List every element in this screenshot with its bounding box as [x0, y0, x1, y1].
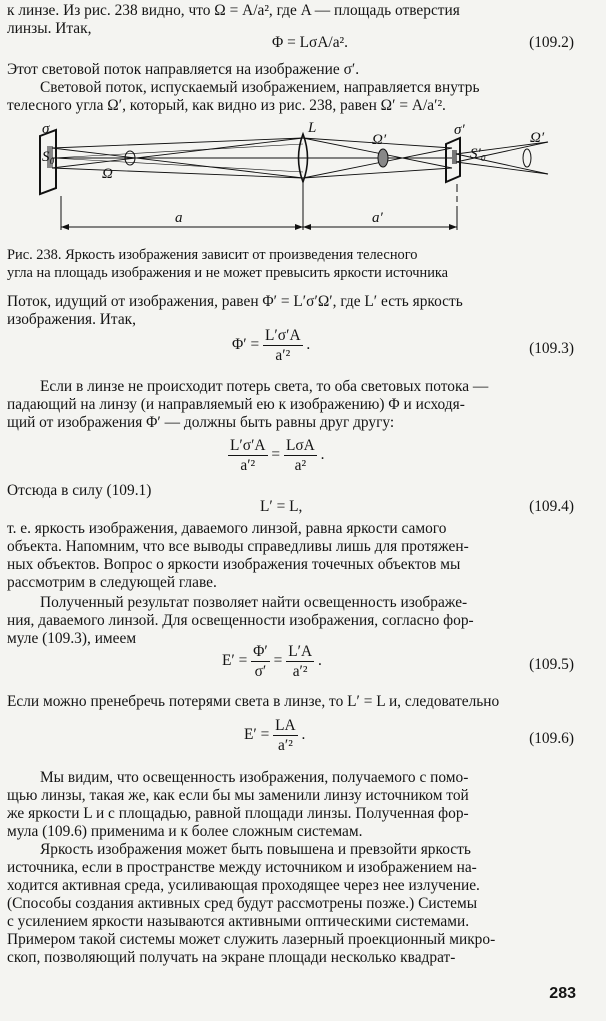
eq-numerator: LA: [275, 717, 296, 734]
label-s0-prime: S′₀: [470, 146, 486, 162]
eq-lhs: E′ =: [244, 726, 270, 744]
figure-caption: Рис. 238. Яркость изображения зависит от произведения телесного: [7, 247, 418, 263]
text-line: щью линзы, такая же, как если бы мы заменили линзу источником той: [7, 787, 469, 804]
equation-number: (109.5): [529, 656, 574, 673]
eq-denominator: a²: [294, 457, 307, 474]
text-line: источника, если в пространстве между источником и изображением на-: [7, 859, 477, 876]
label-a-prime: a′: [372, 210, 383, 226]
text-line: щий от изображения Φ′ — должны быть равны друг другу:: [7, 414, 395, 431]
text-line: падающий на линзу (и направляемый ею к изображению) Φ и исходя-: [7, 396, 465, 413]
eq-denominator: a′²: [292, 663, 308, 680]
eq-lhs: Φ′ =: [232, 336, 260, 354]
eq-tail: .: [306, 336, 311, 354]
eq-fraction: [273, 716, 298, 755]
text-line: Мы видим, что освещенность изображения, получаемого с помо-: [40, 769, 469, 786]
label-sigma: σ: [42, 121, 50, 137]
label-a: a: [175, 210, 183, 226]
label-omega: Ω: [102, 166, 113, 182]
text-line: линзы. Итак,: [7, 20, 92, 37]
page-number: 283: [549, 985, 576, 1002]
figure-caption: угла на площадь изображения и не может превысить яркости источника: [7, 265, 449, 281]
eq-denominator: a′²: [240, 457, 256, 474]
eq-equals: =: [273, 652, 283, 670]
eq-tail: .: [320, 446, 325, 464]
eq-numerator: L′σ′A: [230, 437, 266, 454]
eq-numerator: LσA: [285, 437, 315, 454]
text-line: муле (109.3), имеем: [7, 630, 137, 647]
eq-fraction: [286, 642, 314, 681]
text-line: Если можно пренебречь потерями света в линзе, то L′ = L и, следовательно: [7, 693, 500, 710]
text-line: с усилением яркости называются активными оптическими системами.: [7, 913, 470, 930]
figure-238-diagram: [0, 118, 606, 236]
text-line: телесного угла Ω′, который, как видно из рис. 238, равен Ω′ = A/a′².: [7, 97, 446, 114]
eq-denominator: a′²: [278, 737, 293, 754]
eq-denominator: σ′: [254, 663, 267, 680]
text-line: Световой поток, испускаемый изображением, направляется внутрь: [40, 79, 480, 96]
equation-number: (109.6): [529, 730, 574, 747]
eq-fraction: [284, 436, 317, 475]
text-line: изображения. Итак,: [7, 311, 136, 328]
eq-equals: =: [271, 446, 281, 464]
text-line: Этот световой поток направляется на изображение σ′.: [7, 61, 360, 78]
eq-numerator: L′σ′A: [265, 327, 301, 344]
eq-lhs: E′ =: [222, 652, 248, 670]
text-line: скоп, позволяющий получать на экране площади несколько квадрат-: [7, 949, 456, 966]
text-line: Отсюда в силу (109.1): [7, 482, 152, 499]
eq-fraction: [263, 326, 303, 365]
text-line: рассмотрим в следующей главе.: [7, 574, 217, 591]
text-line: Поток, идущий от изображения, равен Φ′ = L′σ′Ω′, где L′ есть яркость: [7, 293, 463, 310]
text-line: (Способы создания активных сред будут рассмотрены позже.) Системы: [7, 895, 478, 912]
text-line: т. е. яркость изображения, даваемого линзой, равна яркости самого: [7, 520, 447, 537]
eq-denominator: a′²: [275, 347, 291, 364]
equation-109-6: [244, 716, 305, 755]
text-line: объекта. Напомним, что все выводы справедливы лишь для протяжен-: [7, 538, 469, 555]
eq-fraction: [228, 436, 268, 475]
equation-flux-equality: [228, 436, 324, 475]
text-line: ния, даваемого линзой. Для освещенности изображения, согласно фор-: [7, 612, 474, 629]
equation-number: (109.2): [529, 34, 574, 51]
label-s0: S₀: [42, 149, 55, 165]
text-line: ходится активная среда, усиливающая проходящее через нее излучение.: [7, 877, 480, 894]
equation-number: (109.4): [529, 498, 574, 515]
label-lens: L: [308, 120, 317, 136]
label-omega-prime-right: Ω′: [530, 130, 545, 146]
text-line: Полученный результат позволяет найти освещенность изображе-: [40, 594, 468, 611]
eq-numerator: Φ′: [253, 643, 268, 660]
label-omega-prime-mid: Ω′: [372, 132, 387, 148]
text-line: же яркости L и с площадью, равной площади линзы. Полученная фор-: [7, 805, 469, 822]
label-sigma-prime: σ′: [454, 122, 465, 138]
equation-109-2: Φ = LσA/a².: [272, 34, 349, 51]
equation-109-5: [222, 642, 322, 681]
text-line: к линзе. Из рис. 238 видно, что Ω = A/a², где A — площадь отверстия: [7, 2, 460, 19]
equation-109-4: L′ = L,: [260, 498, 303, 515]
text-line: ных объектов. Вопрос о яркости изображения точечных объектов мы: [7, 556, 461, 573]
text-line: Примером такой системы может служить лазерный проекционный микро-: [7, 931, 496, 948]
eq-numerator: L′A: [288, 643, 313, 660]
text-line: мула (109.6) применима и к более сложным системам.: [7, 823, 363, 840]
eq-tail: .: [317, 652, 322, 670]
eq-tail: .: [301, 726, 306, 744]
equation-109-3: [232, 326, 310, 365]
eq-fraction: [251, 642, 270, 681]
text-line: Яркость изображения может быть повышена и превзойти яркость: [40, 841, 471, 858]
equation-number: (109.3): [529, 340, 574, 357]
text-line: Если в линзе не происходит потерь света, то оба световых потока —: [40, 378, 489, 395]
